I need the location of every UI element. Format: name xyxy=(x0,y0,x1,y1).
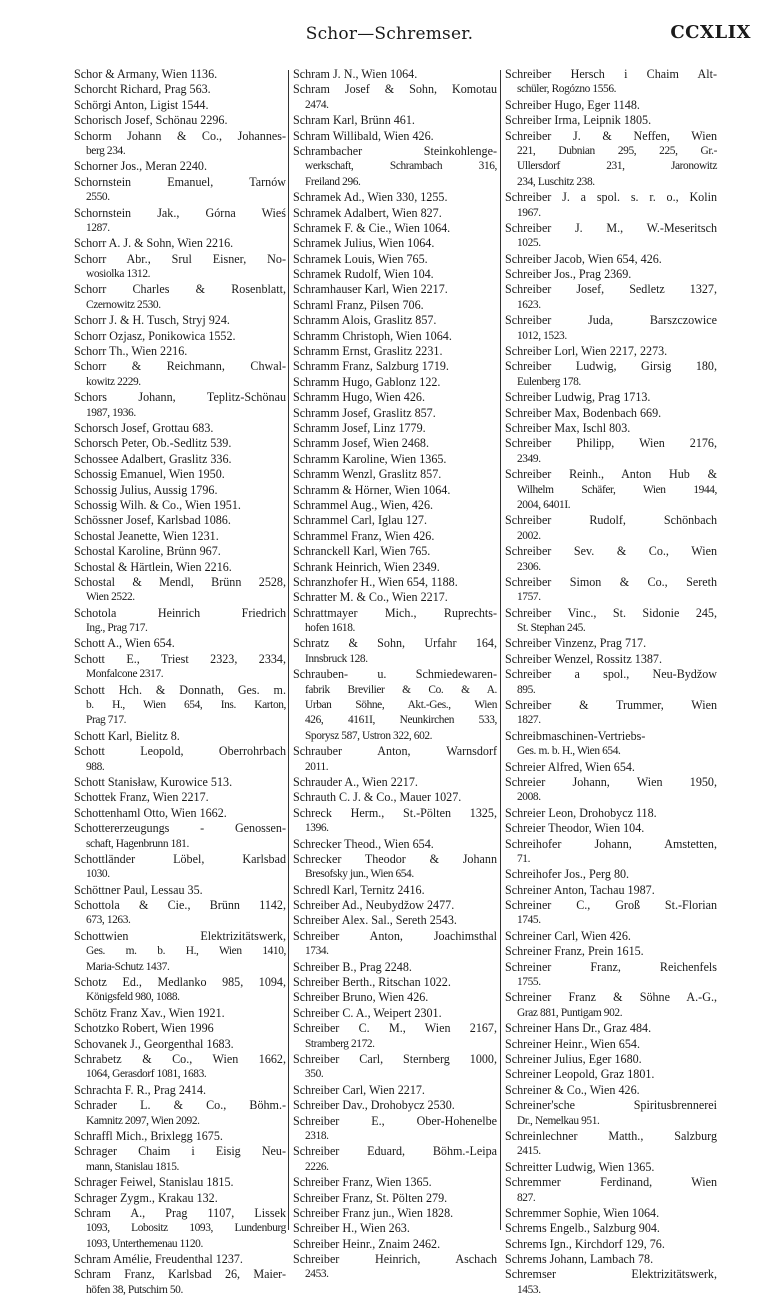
directory-entry: Schreiner Anton, Tachau 1987. xyxy=(505,882,655,897)
directory-entry-continuation: Wilhelm Schäfer, Wien 1944, xyxy=(517,483,717,496)
directory-entry-continuation: Dr., Nemelkau 951. xyxy=(517,1114,600,1127)
directory-entry: Schreiber C. A., Weipert 2301. xyxy=(293,1005,442,1020)
directory-entry: Schorcht Richard, Prag 563. xyxy=(74,82,211,97)
directory-entry-continuation: Monfalcone 2317. xyxy=(86,668,164,681)
directory-entry: Schreiber Berth., Ritschan 1022. xyxy=(293,975,451,990)
directory-entry: Schovanek J., Georgenthal 1683. xyxy=(74,1036,234,1051)
directory-entry-continuation: 1827. xyxy=(517,714,541,727)
directory-entry-continuation: 2008. xyxy=(517,791,541,804)
directory-entry: Schreck Herm., St.-Pölten 1325, xyxy=(293,805,497,820)
directory-entry-continuation: kowitz 2229. xyxy=(86,375,141,388)
directory-entry: Schreiber Carl, Sternberg 1000, xyxy=(293,1052,497,1066)
directory-entry-continuation: 1064, Gerasdorf 1081, 1683. xyxy=(86,1068,207,1081)
directory-entry: Schossee Adalbert, Graslitz 336. xyxy=(74,451,232,466)
directory-entry: Schrecker Theod., Wien 654. xyxy=(293,836,434,851)
directory-entry-continuation: 2474. xyxy=(305,98,329,111)
directory-entry-continuation: 1093, Unterthemenau 1120. xyxy=(86,1237,203,1250)
directory-entry-continuation: 673, 1263. xyxy=(86,914,131,927)
directory-entry: Schorsch Josef, Grottau 683. xyxy=(74,420,214,435)
directory-entry-continuation: Maria-Schutz 1437. xyxy=(86,960,170,973)
directory-entry: Schredl Karl, Ternitz 2416. xyxy=(293,882,425,897)
directory-entry: Schram Josef & Sohn, Komotau xyxy=(293,82,497,97)
directory-entry: Schramm Hugo, Wien 426. xyxy=(293,390,425,405)
directory-entry-continuation: 1755. xyxy=(517,976,541,989)
directory-entry: Schreihofer Jos., Perg 80. xyxy=(505,867,630,882)
directory-entry: Schreiner'sche Spiritusbrennerei xyxy=(505,1098,717,1113)
directory-entry: Schreiber Vinc., St. Sidonie 245, xyxy=(505,605,717,620)
directory-entry: Schrager Zygm., Krakau 132. xyxy=(74,1190,218,1205)
directory-entry: Schreiber Franz jun., Wien 1828. xyxy=(293,1205,454,1220)
directory-entry-continuation: 2002. xyxy=(517,529,541,542)
directory-entry: Schreiber E., Ober-Hohenelbe xyxy=(293,1113,497,1128)
directory-entry: Schottwien Elektrizitätswerk, xyxy=(74,928,286,943)
directory-entry: Schreiner C., Groß St.-Florian xyxy=(505,898,717,913)
directory-entry: Schreiber Jos., Prag 2369. xyxy=(505,267,632,282)
directory-entry: Schorr A. J. & Sohn, Wien 2216. xyxy=(74,236,234,251)
directory-entry: Schreiner Leopold, Graz 1801. xyxy=(505,1067,655,1082)
directory-entry: Schrammel Franz, Wien 426. xyxy=(293,528,435,543)
directory-entry-continuation: mann, Stanislau 1815. xyxy=(86,1160,179,1173)
directory-entry: Schorr Abr., Srul Eisner, No- xyxy=(74,251,286,266)
directory-entry: Schreiber Sev. & Co., Wien xyxy=(505,544,717,559)
directory-entry: Schram J. N., Wien 1064. xyxy=(293,67,418,81)
directory-entry: Schramek F. & Cie., Wien 1064. xyxy=(293,220,451,235)
directory-entry: Schostal & Mendl, Brünn 2528, xyxy=(74,574,286,589)
directory-entry: Schramek Rudolf, Wien 104. xyxy=(293,267,434,282)
directory-entry: Schorisch Josef, Schönau 2296. xyxy=(74,113,228,128)
directory-entry-continuation: Bresofsky jun., Wien 654. xyxy=(305,868,414,881)
directory-entry: Schremser Elektrizitätswerk, xyxy=(505,1267,717,1282)
directory-entry-continuation: Innsbruck 128. xyxy=(305,652,368,665)
directory-entry: Schörgi Anton, Ligist 1544. xyxy=(74,97,209,112)
directory-entry: Schreiber Eduard, Böhm.-Leipa xyxy=(293,1144,497,1159)
directory-entry: Schornstein Jak., Górna Wieś xyxy=(74,205,286,220)
directory-entry: Schorm Johann & Co., Johannes- xyxy=(74,128,286,143)
directory-entry-continuation: Ing., Prag 717. xyxy=(86,622,148,635)
directory-entry: Schreiber J. & Neffen, Wien xyxy=(505,128,717,143)
directory-entry-continuation: 1987, 1936. xyxy=(86,406,136,419)
directory-entry: Schreiber Alex. Sal., Sereth 2543. xyxy=(293,913,457,928)
directory-entry-continuation: 1734. xyxy=(305,945,329,958)
directory-entry: Schreiber Philipp, Wien 2176, xyxy=(505,436,717,451)
directory-entry: Schreiber H., Wien 263. xyxy=(293,1221,410,1236)
directory-entry: Schorr & Reichmann, Chwal- xyxy=(74,359,286,374)
directory-entry: Schramm Christoph, Wien 1064. xyxy=(293,328,452,343)
directory-entry: Schreiber Carl, Wien 2217. xyxy=(293,1082,425,1097)
directory-entry-continuation: schaft, Hagenbrunn 181. xyxy=(86,837,189,850)
directory-entry: Schottola & Cie., Brünn 1142, xyxy=(74,898,286,913)
directory-entry: Schreiber J. M., W.-Meseritsch xyxy=(505,220,717,235)
directory-entry: Schreitter Ludwig, Wien 1365. xyxy=(505,1159,655,1174)
directory-entry: Schreiber B., Prag 2248. xyxy=(293,959,412,974)
directory-entry-continuation: 2226. xyxy=(305,1160,329,1173)
directory-entry: Schreier Leon, Drohobycz 118. xyxy=(505,805,657,820)
directory-entry: Schreiber Dav., Drohobycz 2530. xyxy=(293,1098,455,1113)
directory-entry: Schreiber Bruno, Wien 426. xyxy=(293,990,429,1005)
directory-entry: Schrambacher Steinkohlenge- xyxy=(293,143,497,158)
directory-entry: Schreiber Franz, Wien 1365. xyxy=(293,1175,432,1190)
directory-entry: Schramek Louis, Wien 765. xyxy=(293,251,428,266)
directory-entry: Schreiner Franz, Prein 1615. xyxy=(505,944,644,959)
directory-entry: Schreiber Max, Bodenbach 669. xyxy=(505,405,662,420)
directory-entry: Schreiber Reinh., Anton Hub & xyxy=(505,467,717,482)
directory-entry-continuation: 1453. xyxy=(517,1283,541,1296)
directory-entry: Schorr J. & H. Tusch, Stryj 924. xyxy=(74,313,230,328)
directory-entry-continuation: 2004, 6401I. xyxy=(517,498,571,511)
directory-entry-continuation: Eulenberg 178. xyxy=(517,375,581,388)
directory-entry: Schreiber & Trummer, Wien xyxy=(505,698,717,713)
directory-entry: Schottländer Löbel, Karlsbad xyxy=(74,851,286,866)
directory-entry-continuation: Czernowitz 2530. xyxy=(86,298,161,311)
directory-entry: Schornstein Emanuel, Tarnów xyxy=(74,174,286,189)
directory-entry: Schott Stanisław, Kurowice 513. xyxy=(74,774,233,789)
directory-entry-continuation: wosiolka 1312. xyxy=(86,268,151,281)
directory-entry-continuation: Sporysz 587, Ustron 322, 602. xyxy=(305,729,433,742)
directory-entry-continuation: höfen 38, Putschirn 50. xyxy=(86,1283,183,1296)
directory-entry-continuation: 1745. xyxy=(517,914,541,927)
directory-entry-continuation: 1757. xyxy=(517,591,541,604)
directory-entry-continuation: 2306. xyxy=(517,560,541,573)
directory-entry-continuation: Ullersdorf 231, Jaronowitz xyxy=(517,160,717,173)
directory-entry-continuation: hofen 1618. xyxy=(305,622,355,635)
directory-entry: Schraffl Mich., Brixlegg 1675. xyxy=(74,1128,223,1143)
directory-entry-continuation: 2011. xyxy=(305,760,329,773)
directory-entry: Schottek Franz, Wien 2217. xyxy=(74,790,209,805)
directory-entry: Schotzko Robert, Wien 1996 xyxy=(74,1021,214,1036)
directory-entry-continuation: Ges. m. b. H., Wien 654. xyxy=(517,745,621,758)
directory-entry: Schreiber Vinzenz, Prag 717. xyxy=(505,636,647,651)
directory-entry: Schott Leopold, Oberrohrbach xyxy=(74,744,286,759)
directory-entry: Schreiber Ludwig, Prag 1713. xyxy=(505,390,651,405)
directory-entry: Schreiber Josef, Sedletz 1327, xyxy=(505,282,717,297)
directory-entry-continuation: 426, 4161I, Neunkirchen 533, xyxy=(305,714,497,727)
directory-entry-continuation: Urban Söhne, Akt.-Ges., Wien xyxy=(305,699,497,712)
directory-entry-continuation: 2318. xyxy=(305,1129,329,1142)
page-number: CCXLIX xyxy=(670,22,751,43)
directory-entry: Schramek Julius, Wien 1064. xyxy=(293,236,435,251)
directory-entry-continuation: 234, Luschitz 238. xyxy=(517,175,595,188)
directory-entry: Schramm Karoline, Wien 1365. xyxy=(293,451,447,466)
directory-entry-continuation: werkschaft, Schrambach 316, xyxy=(305,160,497,173)
directory-entry-continuation: 2453. xyxy=(305,1268,329,1281)
directory-entry: Schreiber Simon & Co., Sereth xyxy=(505,574,717,589)
directory-entry-continuation: 988. xyxy=(86,760,105,773)
directory-entry-continuation: 827. xyxy=(517,1191,536,1204)
directory-entry: Schramm & Hörner, Wien 1064. xyxy=(293,482,451,497)
directory-entry: Schreiner Hans Dr., Graz 484. xyxy=(505,1021,652,1036)
directory-entry: Schottenhaml Otto, Wien 1662. xyxy=(74,805,227,820)
directory-entry: Schranckell Karl, Wien 765. xyxy=(293,544,431,559)
directory-entry-continuation: b. H., Wien 654, Ins. Karton, xyxy=(86,699,286,712)
directory-entry: Schramek Adalbert, Wien 827. xyxy=(293,205,442,220)
directory-entry-continuation: 1025. xyxy=(517,237,541,250)
directory-entry: Schötz Franz Xav., Wien 1921. xyxy=(74,1005,225,1020)
directory-entry: Schreiner Julius, Eger 1680. xyxy=(505,1052,642,1066)
directory-entry: Schraml Franz, Pilsen 706. xyxy=(293,297,424,312)
directory-entry: Schrems Engelb., Salzburg 904. xyxy=(505,1221,660,1236)
directory-entry-continuation: 71. xyxy=(517,852,531,865)
directory-entry: Schreiber Wenzel, Rossitz 1387. xyxy=(505,651,662,666)
directory-entry-continuation: 895. xyxy=(517,683,536,696)
directory-entry: Schorr Ozjasz, Ponikowica 1552. xyxy=(74,328,236,343)
directory-entry-continuation: St. Stephan 245. xyxy=(517,622,586,635)
directory-entry: Schossig Wilh. & Co., Wien 1951. xyxy=(74,497,241,512)
directory-entry: Schrager Feiwel, Stanislau 1815. xyxy=(74,1175,234,1190)
directory-entry: Schreiber Max, Ischl 803. xyxy=(505,420,631,435)
directory-entry: Schramm Josef, Linz 1779. xyxy=(293,420,426,435)
directory-entry: Schostal Karoline, Brünn 967. xyxy=(74,544,221,559)
directory-entry-continuation: 1396. xyxy=(305,822,329,835)
directory-entry: Schratz & Sohn, Urfahr 164, xyxy=(293,636,497,651)
directory-entry: Schrammel Carl, Iglau 127. xyxy=(293,513,428,528)
directory-entry: Schor & Armany, Wien 1136. xyxy=(74,67,218,81)
directory-entry-continuation: 2349. xyxy=(517,452,541,465)
directory-entry: Schreiber Franz, St. Pölten 279. xyxy=(293,1190,448,1205)
directory-entry: Schreiner & Co., Wien 426. xyxy=(505,1082,640,1097)
directory-entry: Schreiber Lorl, Wien 2217, 2273. xyxy=(505,344,668,359)
directory-entry: Schramm Wenzl, Graslitz 857. xyxy=(293,467,442,482)
directory-entry: Schratter M. & Co., Wien 2217. xyxy=(293,590,448,605)
directory-entry: Schott Karl, Bielitz 8. xyxy=(74,728,180,743)
directory-column-2 xyxy=(293,67,497,1283)
directory-entry: Schreihofer Johann, Amstetten, xyxy=(505,836,717,851)
page-header xyxy=(0,14,779,48)
directory-entry: Schreiber Jacob, Wien 654, 426. xyxy=(505,251,662,266)
directory-entry: Schrank Heinrich, Wien 2349. xyxy=(293,559,440,574)
directory-entry: Schreiber Ad., Neubydžow 2477. xyxy=(293,898,455,913)
directory-entry: Schranzhofer H., Wien 654, 1188. xyxy=(293,574,458,589)
directory-entry: Schorsch Peter, Ob.-Sedlitz 539. xyxy=(74,436,232,451)
directory-entry-continuation: Freiland 296. xyxy=(305,175,361,188)
directory-entry: Schöttner Paul, Lessau 35. xyxy=(74,882,203,897)
directory-entry: Schramm Franz, Salzburg 1719. xyxy=(293,359,449,374)
column-divider xyxy=(500,70,501,1230)
directory-entry-continuation: schüler, Rogózno 1556. xyxy=(517,83,617,96)
directory-entry: Schrager Chaim i Eisig Neu- xyxy=(74,1144,286,1159)
directory-entry-continuation: Ges. m. b. H., Wien 1410, xyxy=(86,945,286,958)
directory-entry: Schreiner Carl, Wien 426. xyxy=(505,928,631,943)
directory-entry: Schramm Josef, Wien 2468. xyxy=(293,436,429,451)
directory-entry-continuation: 1287. xyxy=(86,221,110,234)
directory-entry: Schott Hch. & Donnath, Ges. m. xyxy=(74,682,286,697)
directory-column-1 xyxy=(74,67,286,1298)
directory-entry: Schreiber Ludwig, Girsig 180, xyxy=(505,359,717,374)
directory-entry: Schrachta F. R., Prag 2414. xyxy=(74,1082,207,1097)
directory-entry: Schreiber Juda, Barszczowice xyxy=(505,313,717,328)
directory-entry: Schossig Julius, Aussig 1796. xyxy=(74,482,218,497)
directory-entry-continuation: 350. xyxy=(305,1068,324,1081)
directory-entry: Schremmer Ferdinand, Wien xyxy=(505,1175,717,1190)
directory-entry: Schrauber Anton, Warnsdorf xyxy=(293,744,497,759)
directory-entry: Schrems Johann, Lambach 78. xyxy=(505,1252,654,1267)
directory-entry-continuation: 2550. xyxy=(86,191,110,204)
directory-entry: Schramm Alois, Graslitz 857. xyxy=(293,313,437,328)
directory-entry: Schotola Heinrich Friedrich xyxy=(74,605,286,620)
directory-entry: Schrems Ign., Kirchdorf 129, 76. xyxy=(505,1236,665,1251)
page-title: Schor—Schremser. xyxy=(305,24,474,44)
directory-entry: Schrecker Theodor & Johann xyxy=(293,851,497,866)
directory-entry: Schram A., Prag 1107, Lissek xyxy=(74,1205,286,1220)
directory-entry-continuation: fabrik Brevilier & Co. & A. xyxy=(305,683,497,696)
directory-entry-continuation: Königsfeld 980, 1088. xyxy=(86,991,180,1004)
directory-entry: Schramm Hugo, Gablonz 122. xyxy=(293,374,441,389)
directory-column-3 xyxy=(505,67,717,1298)
directory-entry-continuation: Prag 717. xyxy=(86,714,127,727)
directory-entry: Schram Willibald, Wien 426. xyxy=(293,128,434,143)
directory-entry: Schreiber a spol., Neu-Bydžow xyxy=(505,667,717,682)
directory-entry: Schostal Jeanette, Wien 1231. xyxy=(74,528,219,543)
directory-entry-continuation: Wien 2522. xyxy=(86,591,135,604)
directory-entry: Schrattmayer Mich., Ruprechts- xyxy=(293,605,497,620)
directory-entry: Schreiber Heinr., Znaim 2462. xyxy=(293,1236,441,1251)
directory-entry-continuation: 1012, 1523. xyxy=(517,329,567,342)
directory-entry: Schreiber J. a spol. s. r. o., Kolin xyxy=(505,190,717,205)
directory-entry: Schreiber Anton, Joachimsthal xyxy=(293,928,497,943)
directory-entry: Schreiber Rudolf, Schönbach xyxy=(505,513,717,528)
directory-entry: Schram Karl, Brünn 461. xyxy=(293,113,415,128)
directory-entry: Schreiber Hugo, Eger 1148. xyxy=(505,97,640,112)
directory-entry-continuation: 221, Dubnian 295, 225, Gr.- xyxy=(517,144,717,157)
directory-entry: Schrader L. & Co., Böhm.- xyxy=(74,1098,286,1113)
directory-entry: Schreiner Heinr., Wien 654. xyxy=(505,1036,640,1051)
directory-entry: Schossig Emanuel, Wien 1950. xyxy=(74,467,225,482)
directory-entry: Schottererzeugungs - Genossen- xyxy=(74,821,286,836)
directory-entry-continuation: Graz 881, Puntigam 902. xyxy=(517,1006,623,1019)
directory-entry: Schremmer Sophie, Wien 1064. xyxy=(505,1205,660,1220)
directory-entry-continuation: 1030. xyxy=(86,868,110,881)
column-divider xyxy=(288,70,289,1230)
directory-entry-continuation: Stramberg 2172. xyxy=(305,1037,375,1050)
directory-entry-continuation: 1093, Lobositz 1093, Lundenburg xyxy=(86,1222,286,1235)
directory-entry: Schotz Ed., Medlanko 985, 1094, xyxy=(74,975,286,990)
directory-entry-continuation: Kamnitz 2097, Wien 2092. xyxy=(86,1114,200,1127)
directory-entry: Schreiber Heinrich, Aschach xyxy=(293,1252,497,1267)
directory-entry: Schrabetz & Co., Wien 1662, xyxy=(74,1052,286,1066)
directory-entry: Schreiber C. M., Wien 2167, xyxy=(293,1021,497,1036)
directory-entry: Schorr Th., Wien 2216. xyxy=(74,344,188,359)
directory-entry: Schreiner Franz & Söhne A.-G., xyxy=(505,990,717,1005)
directory-entry-continuation: 1967. xyxy=(517,206,541,219)
directory-entry: Schrammel Aug., Wien, 426. xyxy=(293,497,434,512)
directory-entry: Schorr Charles & Rosenblatt, xyxy=(74,282,286,297)
directory-entry: Schramek Ad., Wien 330, 1255. xyxy=(293,190,448,205)
directory-entry-continuation: 2415. xyxy=(517,1145,541,1158)
directory-entry-continuation: berg 234. xyxy=(86,144,126,157)
directory-entry: Schott E., Triest 2323, 2334, xyxy=(74,651,286,666)
directory-entry: Schreinlechner Matth., Salzburg xyxy=(505,1128,717,1143)
directory-entry: Schorner Jos., Meran 2240. xyxy=(74,159,208,174)
directory-entry: Schors Johann, Teplitz-Schönau xyxy=(74,390,286,405)
directory-entry: Schramm Ernst, Graslitz 2231. xyxy=(293,344,443,359)
directory-entry: Schrauben- u. Schmiedewaren- xyxy=(293,667,497,682)
directory-entry: Schössner Josef, Karlsbad 1086. xyxy=(74,513,231,528)
directory-entry: Schram Franz, Karlsbad 26, Maier- xyxy=(74,1267,286,1282)
directory-entry: Schreiber Hersch i Chaim Alt- xyxy=(505,67,717,81)
directory-entry: Schramhauser Karl, Wien 2217. xyxy=(293,282,448,297)
directory-entry: Schreier Johann, Wien 1950, xyxy=(505,774,717,789)
directory-entry: Schrauder A., Wien 2217. xyxy=(293,774,418,789)
directory-entry: Schram Amélie, Freudenthal 1237. xyxy=(74,1252,243,1267)
directory-entry: Schramm Josef, Graslitz 857. xyxy=(293,405,436,420)
directory-entry: Schreibmaschinen-Vertriebs- xyxy=(505,728,646,743)
directory-entry: Schreiner Franz, Reichenfels xyxy=(505,959,717,974)
directory-entry-continuation: 1623. xyxy=(517,298,541,311)
directory-entry: Schostal & Härtlein, Wien 2216. xyxy=(74,559,232,574)
directory-entry: Schott A., Wien 654. xyxy=(74,636,175,651)
directory-entry: Schreiber Irma, Leipnik 1805. xyxy=(505,113,652,128)
directory-entry: Schreier Theodor, Wien 104. xyxy=(505,821,645,836)
directory-entry: Schreier Alfred, Wien 654. xyxy=(505,759,635,774)
directory-entry: Schrauth C. J. & Co., Mauer 1027. xyxy=(293,790,462,805)
